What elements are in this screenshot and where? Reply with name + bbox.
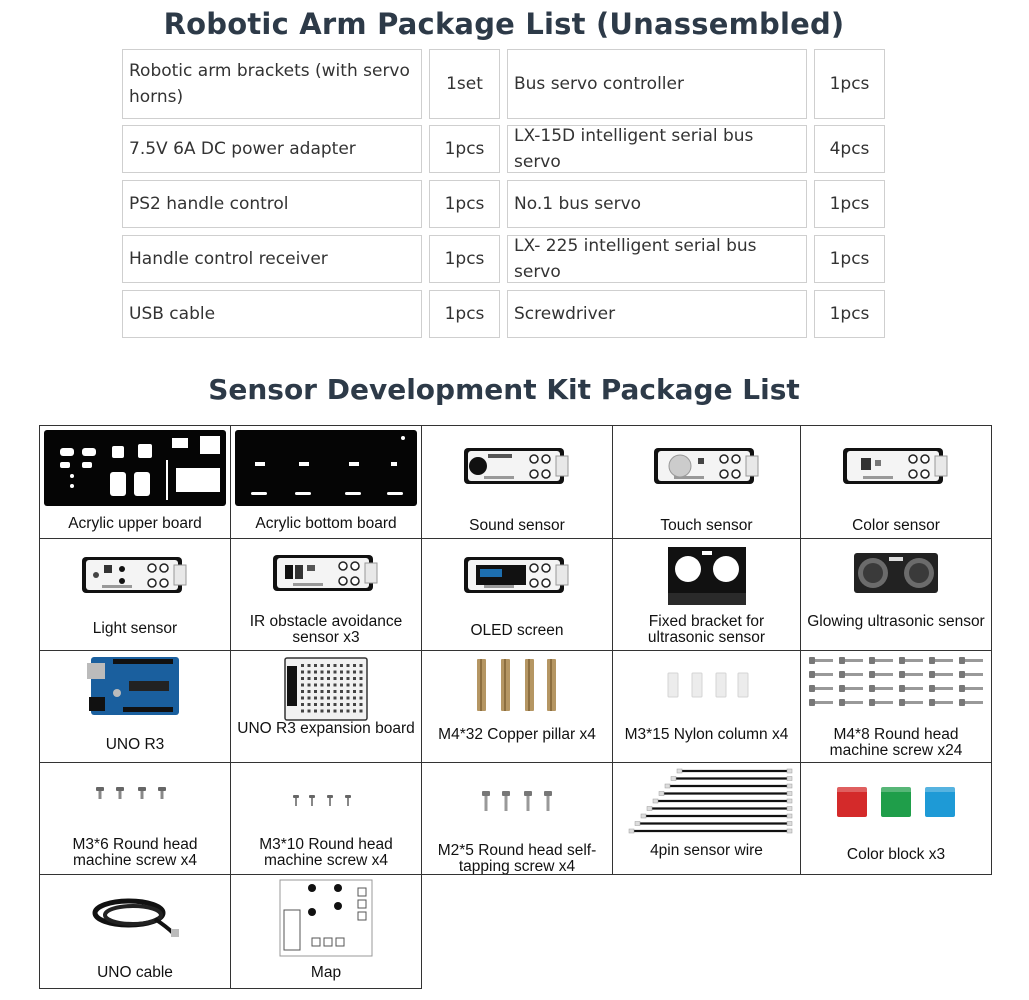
uno-r3-image bbox=[40, 653, 230, 719]
kit-item-cell bbox=[230, 762, 422, 875]
sensor-kit-package-title: Sensor Development Kit Package List bbox=[208, 373, 800, 406]
item-name bbox=[507, 49, 807, 119]
kit-item-label: Fixed bracket for ultrasonic sensor bbox=[647, 613, 766, 646]
kit-item-cell bbox=[421, 425, 613, 539]
kit-item-label: Color block x3 bbox=[846, 846, 946, 863]
kit-item-cell bbox=[800, 650, 992, 763]
map-image bbox=[231, 877, 421, 959]
item-name bbox=[122, 49, 422, 119]
copper-pillar-image bbox=[422, 655, 612, 715]
m2-screw-image bbox=[422, 789, 612, 815]
item-name-text: USB cable bbox=[129, 304, 216, 324]
package-row bbox=[118, 45, 890, 121]
item-quantity-text: 1pcs bbox=[829, 249, 870, 269]
kit-item-label: OLED screen bbox=[470, 622, 564, 639]
item-name bbox=[507, 180, 807, 228]
item-name bbox=[507, 235, 807, 283]
robotic-arm-package-table bbox=[118, 45, 890, 341]
package-row bbox=[118, 176, 890, 231]
kit-item-label: Map bbox=[310, 964, 342, 981]
item-quantity-text: 1pcs bbox=[444, 249, 485, 269]
sound-sensor-image bbox=[422, 444, 612, 494]
package-row bbox=[118, 231, 890, 286]
item-quantity bbox=[814, 180, 885, 228]
item-quantity bbox=[429, 290, 500, 338]
kit-item-cell bbox=[230, 425, 422, 539]
kit-item-label: M2*5 Round head self-tapping screw x4 bbox=[437, 842, 597, 875]
kit-item-cell bbox=[39, 762, 231, 875]
item-quantity-text: 1pcs bbox=[444, 304, 485, 324]
item-quantity bbox=[814, 49, 885, 119]
ir-sensor-image bbox=[231, 551, 421, 601]
uno-cable-image bbox=[40, 891, 230, 941]
m3-6-screw-image bbox=[40, 785, 230, 805]
package-row bbox=[118, 121, 890, 176]
kit-item-cell bbox=[612, 538, 801, 651]
kit-item-cell bbox=[800, 425, 992, 539]
kit-item-label: Sound sensor bbox=[469, 517, 565, 534]
kit-item-cell bbox=[421, 650, 613, 763]
m4-screw-image bbox=[801, 653, 991, 713]
touch-sensor-image bbox=[613, 444, 800, 494]
kit-item-cell bbox=[612, 650, 801, 763]
kit-item-cell bbox=[39, 650, 231, 763]
kit-item-cell bbox=[230, 874, 422, 989]
item-name-text: LX- 225 intelligent serial bus servo bbox=[514, 236, 757, 282]
oled-screen-image bbox=[422, 553, 612, 603]
item-name-text: 7.5V 6A DC power adapter bbox=[129, 139, 356, 159]
item-name-text: Screwdriver bbox=[514, 304, 616, 324]
kit-item-label: M4*8 Round head machine screw x24 bbox=[829, 726, 963, 759]
kit-item-cell bbox=[612, 425, 801, 539]
item-name-text: LX-15D intelligent serial bus servo bbox=[514, 126, 754, 172]
item-quantity bbox=[429, 49, 500, 119]
item-name-text: Handle control receiver bbox=[129, 249, 328, 269]
kit-item-label: UNO R3 expansion board bbox=[237, 720, 415, 737]
package-row bbox=[118, 286, 890, 341]
item-name bbox=[122, 235, 422, 283]
kit-item-cell bbox=[39, 874, 231, 989]
kit-item-cell bbox=[230, 650, 422, 763]
item-name-text: Robotic arm brackets (with servo horns) bbox=[129, 61, 410, 107]
item-name-text: Bus servo controller bbox=[514, 74, 684, 94]
kit-item-label: Light sensor bbox=[92, 620, 178, 637]
kit-item-cell bbox=[800, 762, 992, 875]
kit-item-label: M3*6 Round head machine screw x4 bbox=[72, 836, 198, 869]
kit-item-label: M3*15 Nylon column x4 bbox=[624, 726, 789, 743]
kit-item-label: Acrylic bottom board bbox=[255, 515, 397, 532]
kit-item-label: Acrylic upper board bbox=[68, 515, 202, 532]
acrylic-bottom-board-image bbox=[231, 428, 421, 508]
kit-item-label: Touch sensor bbox=[660, 517, 753, 534]
item-quantity bbox=[429, 180, 500, 228]
item-quantity-text: 1pcs bbox=[829, 304, 870, 324]
kit-item-cell bbox=[800, 538, 992, 651]
item-quantity-text: 1pcs bbox=[829, 74, 870, 94]
item-quantity-text: 1set bbox=[446, 74, 483, 94]
kit-item-cell bbox=[421, 762, 613, 875]
sensor-wire-image bbox=[613, 765, 800, 841]
kit-item-cell bbox=[39, 425, 231, 539]
item-quantity bbox=[429, 125, 500, 173]
kit-item-cell bbox=[421, 538, 613, 651]
item-name bbox=[122, 125, 422, 173]
kit-item-cell bbox=[39, 538, 231, 651]
ultrasonic-sensor-image bbox=[801, 549, 991, 599]
acrylic-upper-board-image bbox=[40, 428, 230, 508]
kit-item-label: UNO cable bbox=[97, 964, 173, 981]
item-name-text: PS2 handle control bbox=[129, 194, 289, 214]
kit-item-cell bbox=[230, 538, 422, 651]
item-quantity bbox=[814, 235, 885, 283]
robotic-arm-package-title: Robotic Arm Package List (Unassembled) bbox=[163, 7, 845, 41]
kit-item-label: UNO R3 bbox=[105, 736, 165, 753]
m3-10-screw-image bbox=[231, 793, 421, 813]
item-quantity bbox=[814, 290, 885, 338]
kit-item-label: Color sensor bbox=[852, 517, 940, 534]
item-name bbox=[122, 180, 422, 228]
light-sensor-image bbox=[40, 553, 230, 603]
item-quantity bbox=[814, 125, 885, 173]
item-quantity-text: 1pcs bbox=[829, 194, 870, 214]
kit-item-label: 4pin sensor wire bbox=[650, 842, 763, 859]
kit-item-label: Glowing ultrasonic sensor bbox=[807, 613, 985, 630]
kit-item-label: IR obstacle avoidance sensor x3 bbox=[249, 613, 403, 646]
kit-item-label: M3*10 Round head machine screw x4 bbox=[259, 836, 393, 869]
item-quantity-text: 1pcs bbox=[444, 194, 485, 214]
item-name bbox=[507, 290, 807, 338]
color-block-image bbox=[801, 783, 991, 823]
item-name-text: No.1 bus servo bbox=[514, 194, 642, 214]
sensor-kit-package-grid bbox=[39, 425, 992, 988]
item-name bbox=[507, 125, 807, 173]
item-quantity-text: 4pcs bbox=[829, 139, 870, 159]
kit-item-cell bbox=[612, 762, 801, 875]
kit-item-label: M4*32 Copper pillar x4 bbox=[438, 726, 596, 743]
expansion-board-image bbox=[231, 653, 421, 725]
item-quantity-text: 1pcs bbox=[444, 139, 485, 159]
nylon-column-image bbox=[613, 665, 800, 705]
item-quantity bbox=[429, 235, 500, 283]
item-name bbox=[122, 290, 422, 338]
color-sensor-image bbox=[801, 444, 991, 494]
ultrasonic-bracket-image bbox=[613, 541, 800, 613]
